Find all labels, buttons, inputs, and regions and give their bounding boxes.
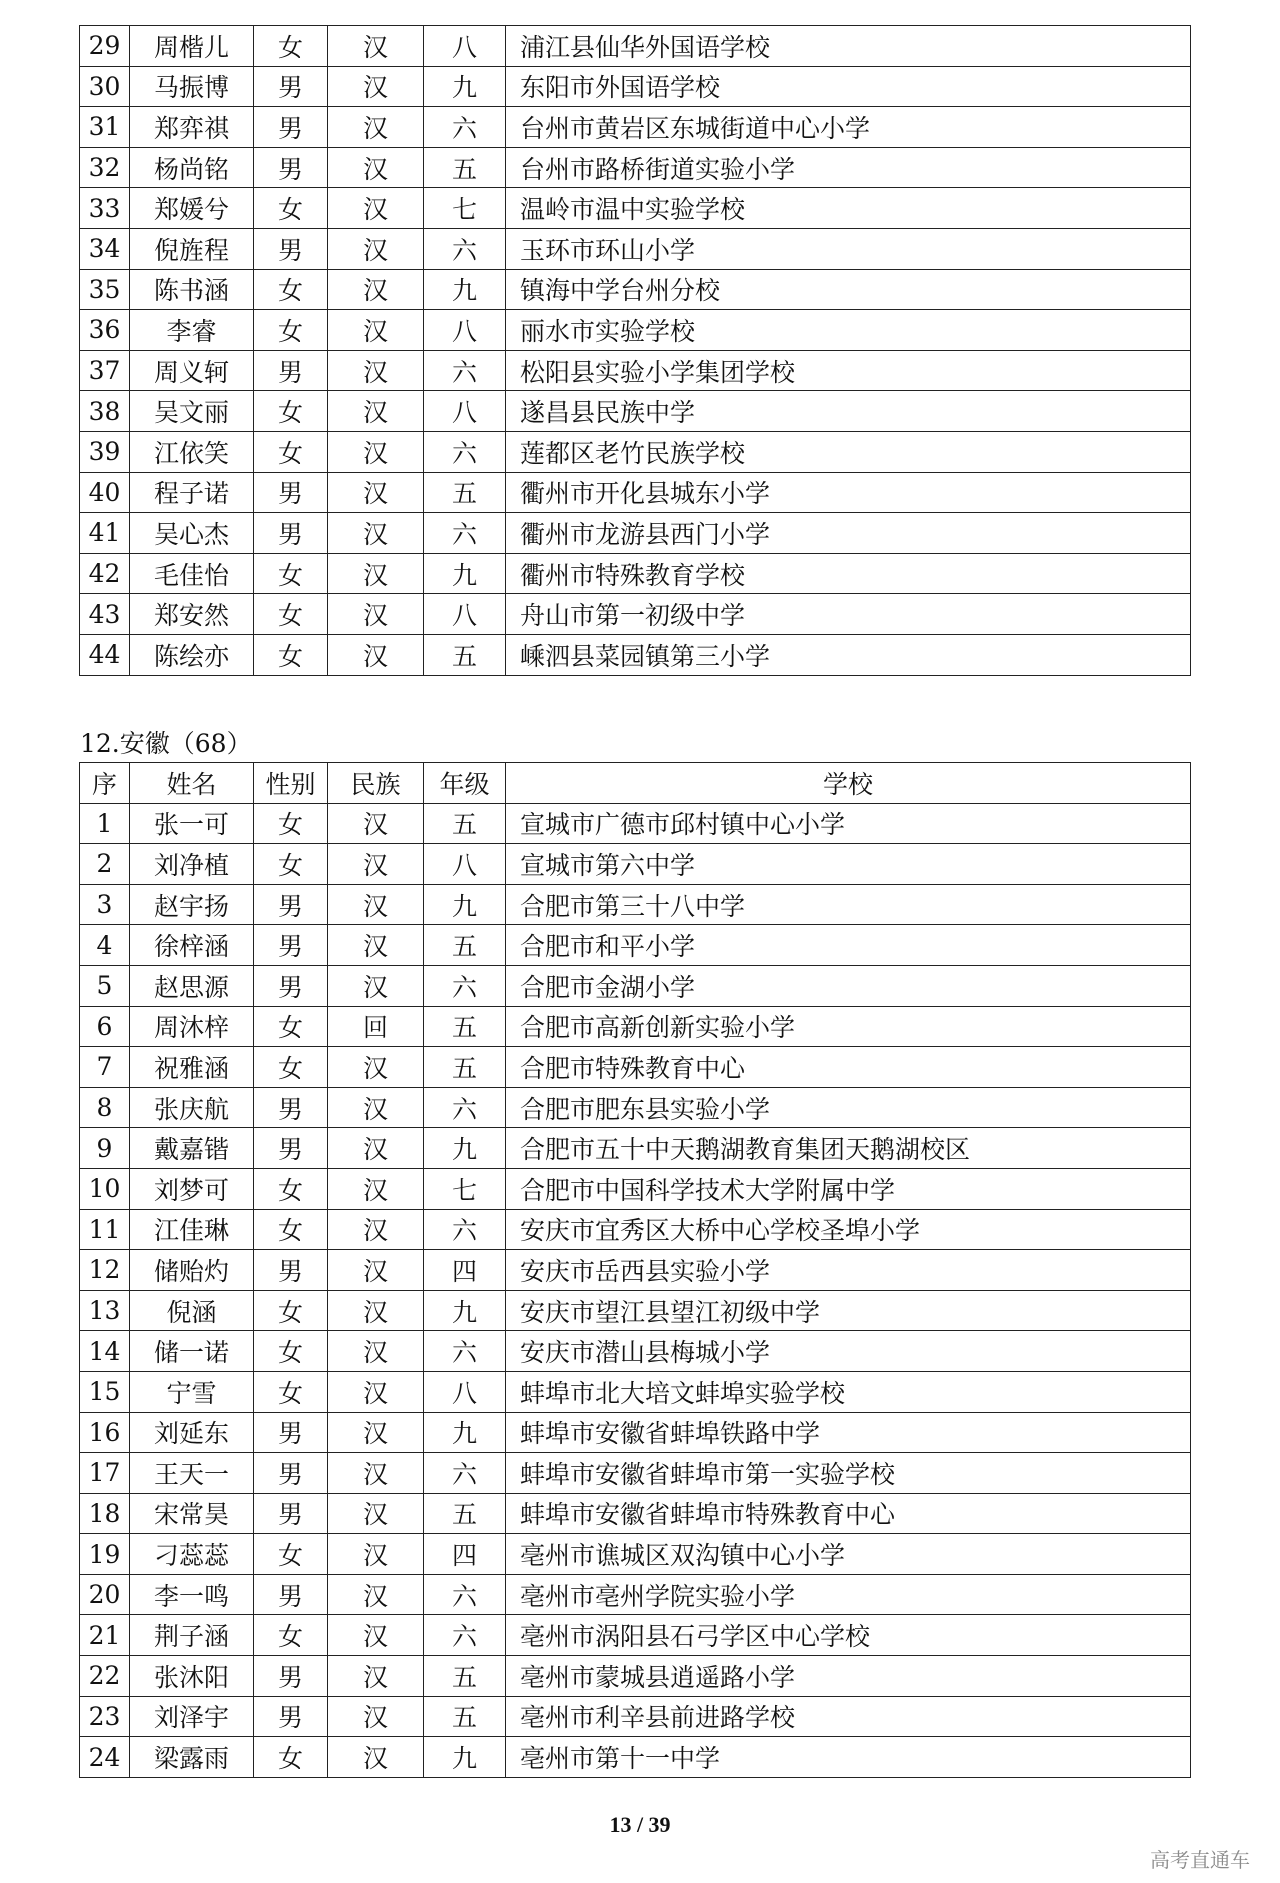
- cell-gender: 男: [254, 1656, 328, 1697]
- cell-no: 30: [80, 66, 130, 107]
- cell-grade: 七: [424, 188, 506, 229]
- cell-school: 合肥市和平小学: [506, 925, 1191, 966]
- student-table-continued: [79, 25, 1191, 676]
- table-row: [80, 1656, 1191, 1697]
- cell-no: 9: [80, 1128, 130, 1169]
- table-row: [80, 1087, 1191, 1128]
- cell-ethnicity: 汉: [328, 1250, 424, 1291]
- table-row: [80, 1290, 1191, 1331]
- cell-no: 17: [80, 1453, 130, 1494]
- table-row: [80, 350, 1191, 391]
- cell-name: 郑安然: [130, 594, 254, 635]
- cell-ethnicity: 回: [328, 1006, 424, 1047]
- cell-school: 合肥市特殊教育中心: [506, 1047, 1191, 1088]
- cell-ethnicity: 汉: [328, 553, 424, 594]
- cell-school: 丽水市实验学校: [506, 310, 1191, 351]
- table-row: [80, 228, 1191, 269]
- cell-gender: 女: [254, 431, 328, 472]
- cell-gender: 女: [254, 269, 328, 310]
- cell-no: 2: [80, 844, 130, 885]
- cell-no: 7: [80, 1047, 130, 1088]
- cell-name: 刘梦可: [130, 1168, 254, 1209]
- table-row: [80, 147, 1191, 188]
- cell-name: 储一诺: [130, 1331, 254, 1372]
- cell-school: 安庆市宜秀区大桥中心学校圣埠小学: [506, 1209, 1191, 1250]
- cell-no: 5: [80, 965, 130, 1006]
- cell-gender: 女: [254, 1331, 328, 1372]
- cell-ethnicity: 汉: [328, 634, 424, 675]
- cell-gender: 男: [254, 1128, 328, 1169]
- cell-gender: 女: [254, 26, 328, 67]
- cell-grade: 八: [424, 1371, 506, 1412]
- cell-grade: 六: [424, 1209, 506, 1250]
- cell-name: 刘延东: [130, 1412, 254, 1453]
- cell-gender: 男: [254, 1412, 328, 1453]
- cell-name: 刘净植: [130, 844, 254, 885]
- cell-ethnicity: 汉: [328, 803, 424, 844]
- cell-no: 18: [80, 1493, 130, 1534]
- cell-school: 台州市黄岩区东城街道中心小学: [506, 107, 1191, 148]
- table-row: [80, 1331, 1191, 1372]
- cell-no: 12: [80, 1250, 130, 1291]
- cell-school: 合肥市第三十八中学: [506, 884, 1191, 925]
- cell-gender: 女: [254, 188, 328, 229]
- cell-name: 陈绘亦: [130, 634, 254, 675]
- cell-no: 23: [80, 1696, 130, 1737]
- table-row: [80, 1737, 1191, 1778]
- table-row: [80, 269, 1191, 310]
- cell-name: 周楷儿: [130, 26, 254, 67]
- cell-ethnicity: 汉: [328, 107, 424, 148]
- cell-grade: 六: [424, 350, 506, 391]
- table-row: [80, 66, 1191, 107]
- cell-name: 戴嘉锴: [130, 1128, 254, 1169]
- cell-ethnicity: 汉: [328, 1574, 424, 1615]
- cell-gender: 男: [254, 107, 328, 148]
- header-school: 学校: [506, 763, 1191, 804]
- cell-name: 郑媛兮: [130, 188, 254, 229]
- cell-no: 42: [80, 553, 130, 594]
- cell-gender: 女: [254, 553, 328, 594]
- cell-name: 赵思源: [130, 965, 254, 1006]
- cell-school: 温岭市温中实验学校: [506, 188, 1191, 229]
- cell-school: 遂昌县民族中学: [506, 391, 1191, 432]
- cell-grade: 八: [424, 391, 506, 432]
- cell-gender: 女: [254, 1615, 328, 1656]
- cell-name: 赵宇扬: [130, 884, 254, 925]
- cell-gender: 男: [254, 1696, 328, 1737]
- cell-ethnicity: 汉: [328, 965, 424, 1006]
- cell-no: 11: [80, 1209, 130, 1250]
- header-grade: 年级: [424, 763, 506, 804]
- cell-school: 安庆市潜山县梅城小学: [506, 1331, 1191, 1372]
- cell-gender: 男: [254, 228, 328, 269]
- cell-ethnicity: 汉: [328, 1534, 424, 1575]
- cell-ethnicity: 汉: [328, 594, 424, 635]
- cell-school: 合肥市金湖小学: [506, 965, 1191, 1006]
- cell-no: 36: [80, 310, 130, 351]
- cell-gender: 男: [254, 965, 328, 1006]
- cell-name: 张沐阳: [130, 1656, 254, 1697]
- cell-gender: 男: [254, 884, 328, 925]
- cell-gender: 女: [254, 1290, 328, 1331]
- cell-ethnicity: 汉: [328, 1047, 424, 1088]
- cell-gender: 女: [254, 1737, 328, 1778]
- cell-school: 宣城市第六中学: [506, 844, 1191, 885]
- table-row: [80, 884, 1191, 925]
- cell-no: 8: [80, 1087, 130, 1128]
- cell-gender: 女: [254, 844, 328, 885]
- cell-grade: 六: [424, 965, 506, 1006]
- cell-name: 郑弈祺: [130, 107, 254, 148]
- cell-ethnicity: 汉: [328, 1656, 424, 1697]
- header-name: 姓名: [130, 763, 254, 804]
- table-row: [80, 188, 1191, 229]
- cell-name: 江依笑: [130, 431, 254, 472]
- cell-school: 玉环市环山小学: [506, 228, 1191, 269]
- cell-grade: 六: [424, 228, 506, 269]
- table-row: [80, 431, 1191, 472]
- cell-grade: 九: [424, 553, 506, 594]
- cell-school: 衢州市开化县城东小学: [506, 472, 1191, 513]
- cell-grade: 六: [424, 1331, 506, 1372]
- table-row: [80, 310, 1191, 351]
- table-row: [80, 803, 1191, 844]
- cell-ethnicity: 汉: [328, 1128, 424, 1169]
- cell-gender: 女: [254, 1006, 328, 1047]
- cell-grade: 六: [424, 107, 506, 148]
- cell-no: 32: [80, 147, 130, 188]
- cell-school: 亳州市涡阳县石弓学区中心学校: [506, 1615, 1191, 1656]
- cell-ethnicity: 汉: [328, 1737, 424, 1778]
- cell-gender: 男: [254, 513, 328, 554]
- cell-gender: 女: [254, 1371, 328, 1412]
- table-body-anhui: [80, 803, 1191, 1777]
- cell-no: 31: [80, 107, 130, 148]
- cell-no: 10: [80, 1168, 130, 1209]
- table-row: [80, 107, 1191, 148]
- table-row: [80, 1493, 1191, 1534]
- cell-ethnicity: 汉: [328, 1696, 424, 1737]
- cell-school: 蚌埠市安徽省蚌埠市特殊教育中心: [506, 1493, 1191, 1534]
- cell-ethnicity: 汉: [328, 884, 424, 925]
- cell-ethnicity: 汉: [328, 1615, 424, 1656]
- cell-no: 29: [80, 26, 130, 67]
- cell-gender: 男: [254, 1453, 328, 1494]
- cell-name: 宋常昊: [130, 1493, 254, 1534]
- cell-school: 宣城市广德市邱村镇中心小学: [506, 803, 1191, 844]
- cell-name: 刘泽宇: [130, 1696, 254, 1737]
- cell-ethnicity: 汉: [328, 66, 424, 107]
- cell-gender: 男: [254, 472, 328, 513]
- cell-name: 江佳琳: [130, 1209, 254, 1250]
- cell-grade: 五: [424, 1656, 506, 1697]
- table-row: [80, 553, 1191, 594]
- cell-school: 镇海中学台州分校: [506, 269, 1191, 310]
- cell-no: 14: [80, 1331, 130, 1372]
- cell-name: 张庆航: [130, 1087, 254, 1128]
- cell-grade: 五: [424, 803, 506, 844]
- table-row: [80, 1371, 1191, 1412]
- cell-name: 梁露雨: [130, 1737, 254, 1778]
- cell-school: 合肥市高新创新实验小学: [506, 1006, 1191, 1047]
- cell-school: 嵊泗县菜园镇第三小学: [506, 634, 1191, 675]
- cell-gender: 女: [254, 1047, 328, 1088]
- cell-name: 程子诺: [130, 472, 254, 513]
- table-row: [80, 391, 1191, 432]
- cell-no: 22: [80, 1656, 130, 1697]
- cell-name: 祝雅涵: [130, 1047, 254, 1088]
- cell-name: 吴文丽: [130, 391, 254, 432]
- table-row: [80, 1209, 1191, 1250]
- cell-no: 3: [80, 884, 130, 925]
- table-row: [80, 1412, 1191, 1453]
- cell-no: 38: [80, 391, 130, 432]
- cell-grade: 九: [424, 1737, 506, 1778]
- cell-no: 15: [80, 1371, 130, 1412]
- cell-grade: 九: [424, 66, 506, 107]
- cell-name: 毛佳怡: [130, 553, 254, 594]
- cell-no: 34: [80, 228, 130, 269]
- cell-school: 安庆市望江县望江初级中学: [506, 1290, 1191, 1331]
- section-title-anhui: 12.安徽（68）: [80, 729, 252, 758]
- table-row: [80, 634, 1191, 675]
- cell-ethnicity: 汉: [328, 1371, 424, 1412]
- cell-grade: 九: [424, 1290, 506, 1331]
- cell-grade: 八: [424, 310, 506, 351]
- table-row: [80, 1168, 1191, 1209]
- cell-ethnicity: 汉: [328, 269, 424, 310]
- cell-gender: 女: [254, 310, 328, 351]
- cell-school: 蚌埠市北大培文蚌埠实验学校: [506, 1371, 1191, 1412]
- cell-ethnicity: 汉: [328, 391, 424, 432]
- cell-school: 亳州市谯城区双沟镇中心小学: [506, 1534, 1191, 1575]
- cell-grade: 九: [424, 884, 506, 925]
- cell-ethnicity: 汉: [328, 310, 424, 351]
- cell-ethnicity: 汉: [328, 1453, 424, 1494]
- cell-no: 6: [80, 1006, 130, 1047]
- cell-ethnicity: 汉: [328, 1331, 424, 1372]
- cell-school: 亳州市利辛县前进路学校: [506, 1696, 1191, 1737]
- cell-name: 周义轲: [130, 350, 254, 391]
- cell-no: 4: [80, 925, 130, 966]
- cell-grade: 五: [424, 1696, 506, 1737]
- cell-ethnicity: 汉: [328, 1412, 424, 1453]
- cell-name: 储贻灼: [130, 1250, 254, 1291]
- cell-no: 33: [80, 188, 130, 229]
- cell-ethnicity: 汉: [328, 26, 424, 67]
- cell-school: 衢州市龙游县西门小学: [506, 513, 1191, 554]
- cell-no: 43: [80, 594, 130, 635]
- cell-ethnicity: 汉: [328, 188, 424, 229]
- cell-no: 13: [80, 1290, 130, 1331]
- cell-gender: 男: [254, 1087, 328, 1128]
- cell-gender: 男: [254, 1574, 328, 1615]
- table-row: [80, 513, 1191, 554]
- table-body-continued: [80, 26, 1191, 676]
- cell-ethnicity: 汉: [328, 844, 424, 885]
- cell-ethnicity: 汉: [328, 1290, 424, 1331]
- cell-grade: 五: [424, 472, 506, 513]
- table-header: [80, 763, 1191, 804]
- cell-gender: 男: [254, 147, 328, 188]
- cell-school: 蚌埠市安徽省蚌埠市第一实验学校: [506, 1453, 1191, 1494]
- table-row: [80, 1453, 1191, 1494]
- cell-ethnicity: 汉: [328, 431, 424, 472]
- cell-grade: 五: [424, 1006, 506, 1047]
- cell-gender: 男: [254, 66, 328, 107]
- header-row: [80, 763, 1191, 804]
- cell-grade: 五: [424, 634, 506, 675]
- cell-gender: 女: [254, 1209, 328, 1250]
- table-row: [80, 1574, 1191, 1615]
- cell-grade: 六: [424, 513, 506, 554]
- cell-grade: 四: [424, 1250, 506, 1291]
- cell-ethnicity: 汉: [328, 1209, 424, 1250]
- cell-name: 周沐梓: [130, 1006, 254, 1047]
- table-row: [80, 1006, 1191, 1047]
- cell-grade: 六: [424, 1574, 506, 1615]
- cell-no: 44: [80, 634, 130, 675]
- cell-grade: 八: [424, 594, 506, 635]
- cell-school: 合肥市五十中天鹅湖教育集团天鹅湖校区: [506, 1128, 1191, 1169]
- table-row: [80, 26, 1191, 67]
- cell-name: 李一鸣: [130, 1574, 254, 1615]
- table-row: [80, 1047, 1191, 1088]
- cell-name: 陈书涵: [130, 269, 254, 310]
- cell-school: 浦江县仙华外国语学校: [506, 26, 1191, 67]
- cell-gender: 男: [254, 1493, 328, 1534]
- cell-ethnicity: 汉: [328, 1168, 424, 1209]
- table-row: [80, 925, 1191, 966]
- cell-ethnicity: 汉: [328, 228, 424, 269]
- cell-ethnicity: 汉: [328, 472, 424, 513]
- cell-school: 松阳县实验小学集团学校: [506, 350, 1191, 391]
- cell-ethnicity: 汉: [328, 350, 424, 391]
- cell-grade: 九: [424, 1412, 506, 1453]
- cell-no: 24: [80, 1737, 130, 1778]
- cell-ethnicity: 汉: [328, 147, 424, 188]
- cell-grade: 六: [424, 1453, 506, 1494]
- cell-grade: 五: [424, 147, 506, 188]
- table-row: [80, 844, 1191, 885]
- header-ethnicity: 民族: [328, 763, 424, 804]
- cell-name: 杨尚铭: [130, 147, 254, 188]
- table-row: [80, 472, 1191, 513]
- cell-no: 37: [80, 350, 130, 391]
- page-number: 13 / 39: [609, 1812, 671, 1837]
- cell-grade: 五: [424, 1493, 506, 1534]
- cell-grade: 六: [424, 1615, 506, 1656]
- table-row: [80, 1128, 1191, 1169]
- cell-ethnicity: 汉: [328, 1493, 424, 1534]
- cell-school: 亳州市第十一中学: [506, 1737, 1191, 1778]
- cell-gender: 女: [254, 1534, 328, 1575]
- cell-grade: 五: [424, 925, 506, 966]
- table-row: [80, 1250, 1191, 1291]
- cell-school: 亳州市亳州学院实验小学: [506, 1574, 1191, 1615]
- cell-grade: 四: [424, 1534, 506, 1575]
- watermark-text: 高考直通车: [1150, 1848, 1250, 1872]
- cell-name: 李睿: [130, 310, 254, 351]
- cell-gender: 男: [254, 925, 328, 966]
- cell-ethnicity: 汉: [328, 925, 424, 966]
- cell-grade: 八: [424, 26, 506, 67]
- header-gender: 性别: [254, 763, 328, 804]
- cell-school: 舟山市第一初级中学: [506, 594, 1191, 635]
- cell-grade: 五: [424, 1047, 506, 1088]
- cell-school: 蚌埠市安徽省蚌埠铁路中学: [506, 1412, 1191, 1453]
- cell-no: 35: [80, 269, 130, 310]
- header-no: 序: [80, 763, 130, 804]
- cell-grade: 九: [424, 1128, 506, 1169]
- cell-name: 王天一: [130, 1453, 254, 1494]
- cell-grade: 六: [424, 431, 506, 472]
- cell-school: 安庆市岳西县实验小学: [506, 1250, 1191, 1291]
- cell-school: 合肥市中国科学技术大学附属中学: [506, 1168, 1191, 1209]
- cell-no: 16: [80, 1412, 130, 1453]
- cell-name: 张一可: [130, 803, 254, 844]
- table-row: [80, 594, 1191, 635]
- cell-gender: 女: [254, 594, 328, 635]
- cell-name: 荆子涵: [130, 1615, 254, 1656]
- cell-grade: 九: [424, 269, 506, 310]
- table-row: [80, 1696, 1191, 1737]
- cell-gender: 男: [254, 1250, 328, 1291]
- cell-name: 刁蕊蕊: [130, 1534, 254, 1575]
- cell-no: 40: [80, 472, 130, 513]
- cell-grade: 六: [424, 1087, 506, 1128]
- cell-grade: 八: [424, 844, 506, 885]
- cell-name: 宁雪: [130, 1371, 254, 1412]
- table-row: [80, 1615, 1191, 1656]
- cell-name: 倪涵: [130, 1290, 254, 1331]
- cell-school: 东阳市外国语学校: [506, 66, 1191, 107]
- table-row: [80, 1534, 1191, 1575]
- cell-school: 衢州市特殊教育学校: [506, 553, 1191, 594]
- cell-no: 41: [80, 513, 130, 554]
- cell-no: 19: [80, 1534, 130, 1575]
- cell-no: 21: [80, 1615, 130, 1656]
- cell-ethnicity: 汉: [328, 513, 424, 554]
- table-row: [80, 965, 1191, 1006]
- cell-school: 台州市路桥街道实验小学: [506, 147, 1191, 188]
- cell-no: 20: [80, 1574, 130, 1615]
- cell-school: 莲都区老竹民族学校: [506, 431, 1191, 472]
- cell-ethnicity: 汉: [328, 1087, 424, 1128]
- cell-gender: 男: [254, 350, 328, 391]
- cell-name: 徐梓涵: [130, 925, 254, 966]
- cell-name: 吴心杰: [130, 513, 254, 554]
- cell-school: 亳州市蒙城县逍遥路小学: [506, 1656, 1191, 1697]
- cell-gender: 女: [254, 1168, 328, 1209]
- cell-gender: 女: [254, 634, 328, 675]
- cell-no: 39: [80, 431, 130, 472]
- cell-gender: 女: [254, 803, 328, 844]
- cell-name: 马振博: [130, 66, 254, 107]
- cell-grade: 七: [424, 1168, 506, 1209]
- cell-school: 合肥市肥东县实验小学: [506, 1087, 1191, 1128]
- student-table-anhui: [79, 762, 1191, 1778]
- cell-no: 1: [80, 803, 130, 844]
- cell-name: 倪旌程: [130, 228, 254, 269]
- cell-gender: 女: [254, 391, 328, 432]
